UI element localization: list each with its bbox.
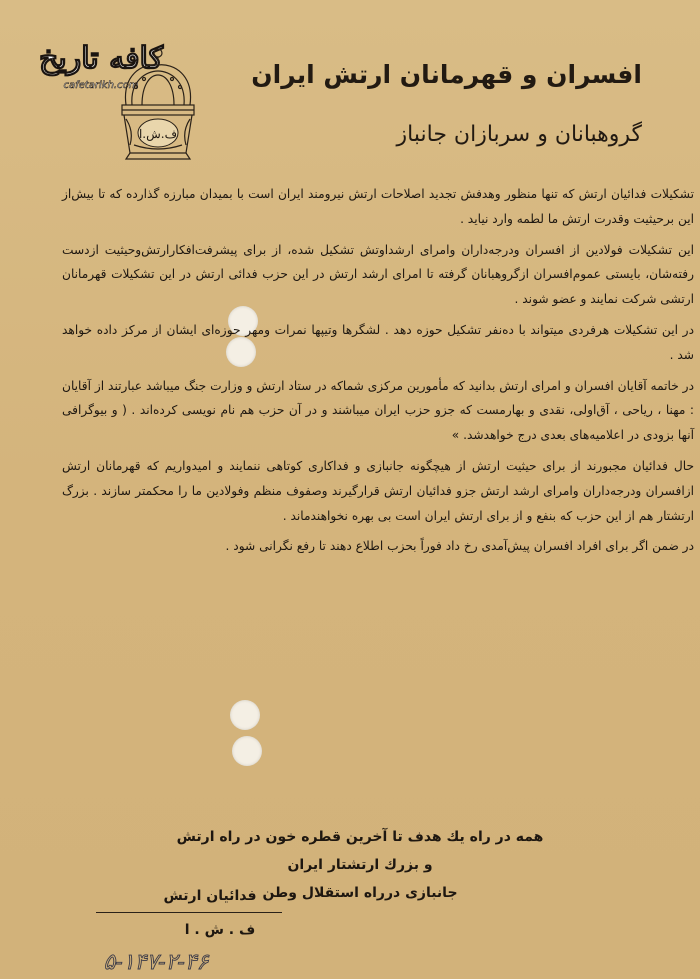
paragraph: در خاتمه آقایان افسران و امرای ارتش بدانید که مأمورین مرکزی شماکه در ستاد ارتش و وزارت جنگ میباشد عبارتند از آقایان : مهنا ، ریاحی ، آق‌اولی، نقدی و بهارمست که جزو حزب ایران میباشند و در آن حزب هم نام نویسی کرده‌اند . ( و بیوگرافی آنها بزودی در اعلامیه‌های بعدی درج خواهدشد. » bbox=[62, 378, 694, 443]
signature-abbreviation: ف . ش . ا bbox=[184, 922, 256, 938]
paragraph: در این تشکیلات هرفردی میتواند با ده‌نفر تشکیل حوزه دهد . لشگرها وتیپها نمرات ومهر حوزه‌ای ایشان از مرکز داده خواهد شد . bbox=[62, 322, 694, 362]
punch-hole bbox=[230, 700, 260, 730]
crown-emblem-icon bbox=[112, 45, 204, 163]
paragraph: تشکیلات فدائیان ارتش که تنها منظور وهدفش تجدید اصلاحات ارتش نیرومند ایران است با بمیدان مبارزه گذارده که تا بیش‌از این برحیثیت وقدرت ارتش ما لطمه وارد نیاید . bbox=[62, 187, 694, 226]
paragraph: این تشکیلات فولادین از افسران ودرجه‌داران وامرای ارشداوتش تشکیل شده، از برای پیشرفت‌افکارارتش‌وحیثیت ازدست رفته‌شان، بایستی عموم‌افسران ازگروهبانان گرفته تا امرای ارشد ارتش در این حزب فدائی ارتش در این تشکیلات قهرمانان ارتشی شرکت نمایند و عضو شوند . bbox=[62, 242, 694, 307]
watermark-subtext: cafetarikh.com bbox=[63, 80, 139, 91]
paragraph: حال فدائیان مجبورند از برای حیثیت ارتش از هیچگونه جانبازی و فداکاری کوتاهی ننمایند و امیدواریم که قهرمانان ارتش ازافسران ودرجه‌داران وامرای ارشد ارتش جزو فدائیان ارتش قرارگیرند وصفوف منظم وفولادین ما را محکمتر سازند . بزرگ ارتشتار هم از این حزب که بنفع و از برای ارتش ایران است بی بهره نخواهندماند . bbox=[62, 458, 694, 523]
paragraph: در ضمن اگر برای افراد افسران پیش‌آمدی رخ داد فوراً بحزب اطلاع دهند تا رفع نگرانی شود . bbox=[225, 539, 694, 554]
signature-underline bbox=[96, 912, 282, 913]
closing-line: همه در راه یك هدف تا آخرین قطره خون در راه ارتش bbox=[176, 829, 544, 845]
crown-monogram: ف.ش.ا bbox=[138, 127, 178, 141]
archive-number-text: ۵-۱۴۷-۲-۴۶ bbox=[103, 950, 209, 975]
closing-line: جانبازی درراه استقلال وطن bbox=[262, 885, 458, 901]
punch-hole bbox=[232, 736, 262, 766]
signature-name: فدائیان ارتش bbox=[163, 888, 257, 904]
closing-line: و بزرك ارتشتار ایران bbox=[287, 857, 433, 873]
document-title: افسران و قهرمانان ارتش ایران bbox=[251, 60, 642, 89]
handwritten-archive-number bbox=[36, 945, 276, 977]
watermark-text: کافه تاریخ bbox=[39, 41, 163, 76]
document-body bbox=[62, 182, 694, 565]
document-subtitle: گروهبانان و سربازان جانباز bbox=[396, 122, 642, 147]
